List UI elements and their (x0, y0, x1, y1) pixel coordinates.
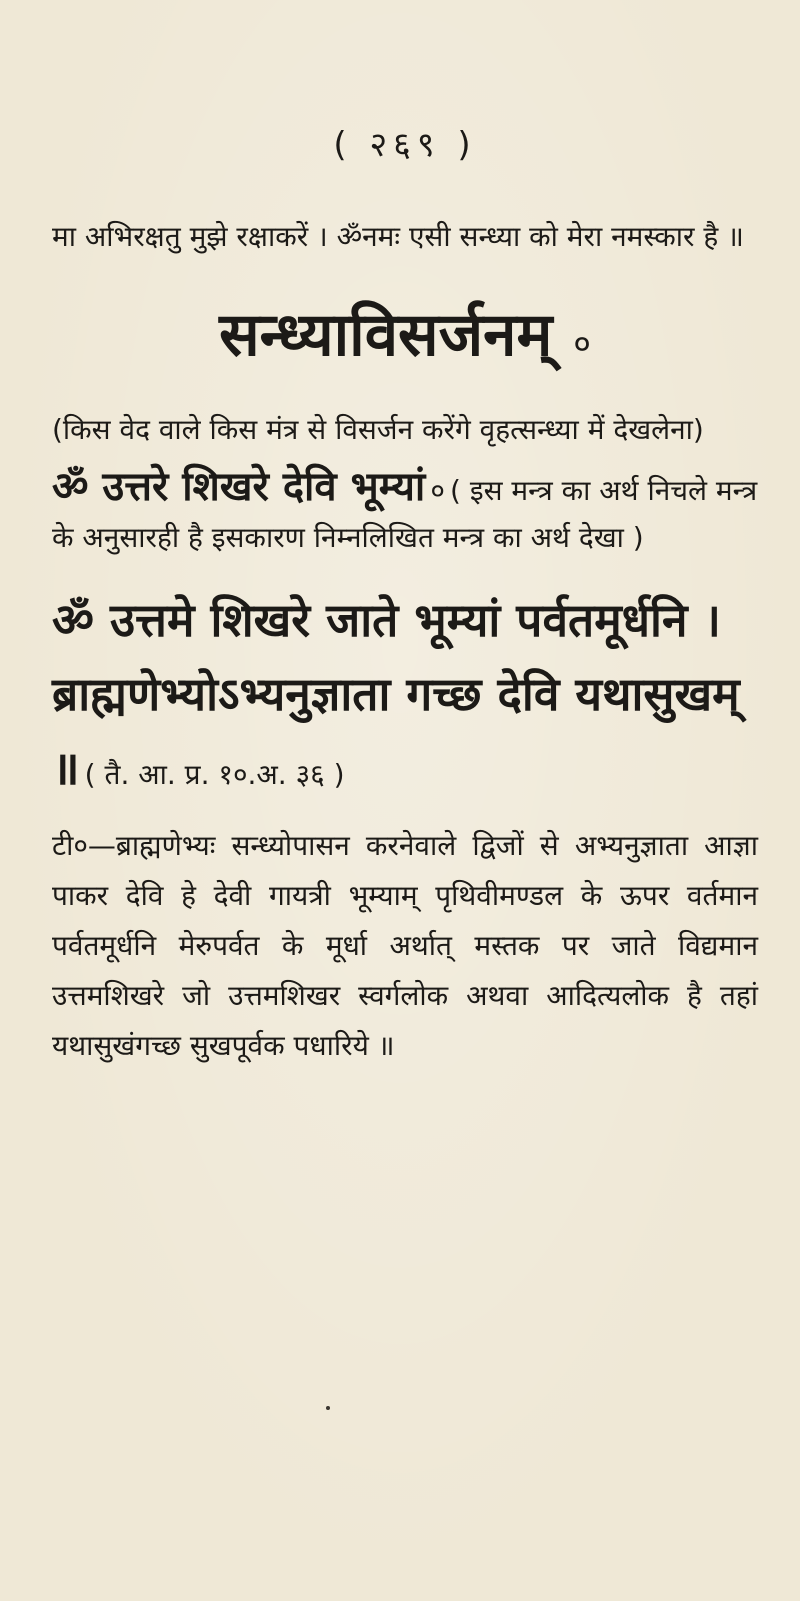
intro-paragraph: मा अभिरक्षतु मुझे रक्षाकरें । ॐनमः एसी सन्ध्या को मेरा नमस्कार है ॥ (52, 220, 744, 253)
note-vedic-reference: (किस वेद वाले किस मंत्र से विसर्जन करेंगे वृहत्सन्ध्या में देखलेना) (52, 413, 704, 446)
section-heading (52, 290, 758, 389)
section-heading-text: सन्ध्याविसर्जनम् (219, 300, 553, 370)
print-speck (326, 1406, 330, 1410)
commentary-paragraph: टी०—ब्राह्मणेभ्यः सन्ध्योपासन करनेवाले द्विजों से अभ्यनुज्ञाता आज्ञा पाकर देवि हे देवी गायत्री भूम्याम् पृथिवीमण्डल के ऊपर वर्तमान पर्वतमूर्धनि मेरुपर्वत के मूर्धा अर्थात् मस्तक पर जाते विद्यमान उत्तमशिखरे जो उत्तमशिखर स्वर्गलोक अथवा आदित्यलोक है तहां यथासुखंगच्छ सुखपूर्वक पधारिये ॥ (52, 829, 758, 1062)
mantra-1: ॐ उत्तरे शिखरे देवि भूम्यां (52, 464, 426, 510)
mantra-1-mark: ० (430, 474, 445, 507)
mantra-1-block (52, 459, 758, 561)
heading-mark: ० (573, 324, 591, 364)
mantra-2-block (52, 583, 758, 805)
mantra-2-reference: ( तै. आ. प्र. १०.अ. ३६ ) (84, 758, 345, 791)
page-number: ( २६९ ) (333, 125, 477, 165)
note-meaning: ( इस मन्त्र का अर्थ निचले मन्त्र के अनुसारही है इसकारण निम्नलिखित मन्त्र का अर्थ देखा ) (52, 474, 758, 554)
mantra-2: ॐ उत्तमे शिखरे जाते भूम्यां पर्वतमूर्धनि । ब्राह्मणेभ्योऽभ्यनुज्ञाता गच्छ देवि यथासुखम् ॥ (52, 593, 740, 795)
